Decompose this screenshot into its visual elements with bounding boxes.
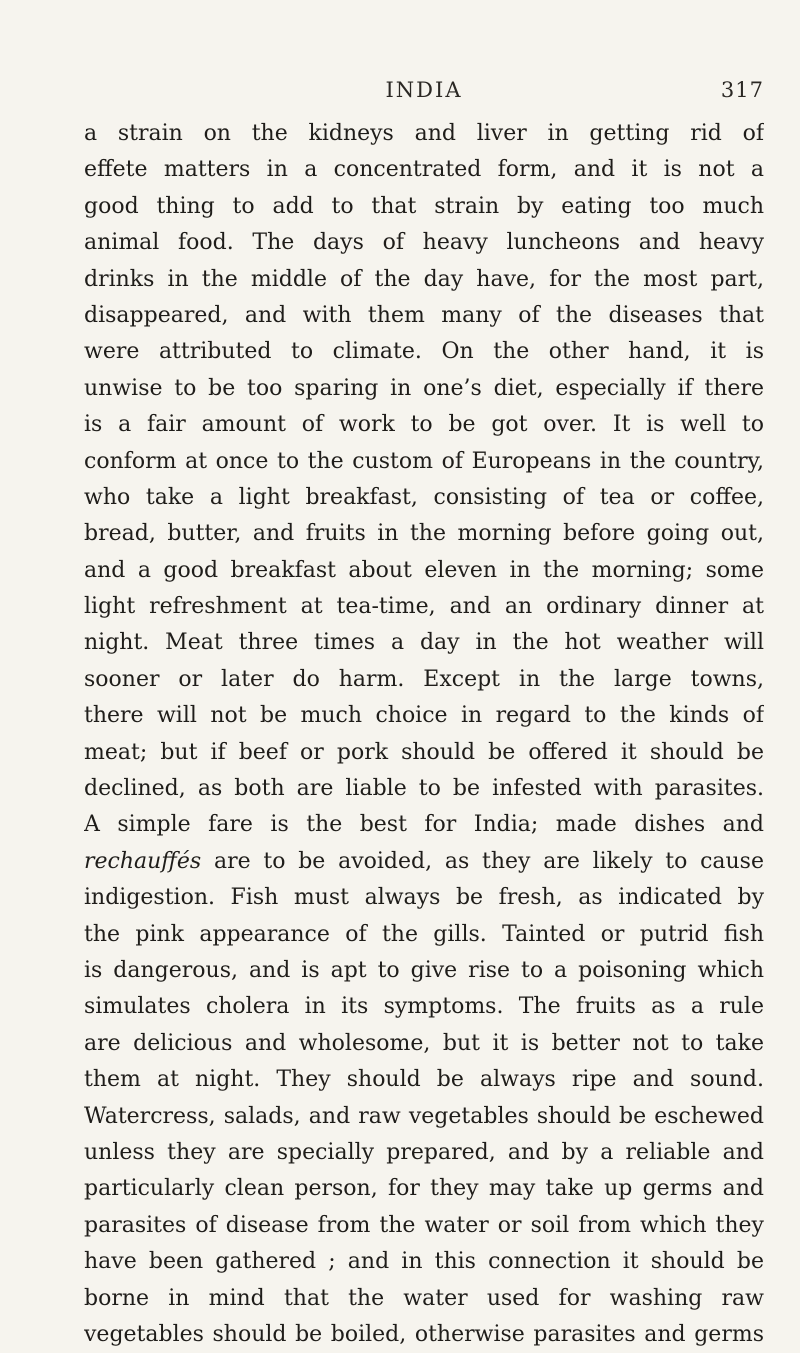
text-line: them at night. They should be always ripe and sound. — [84, 1067, 764, 1093]
text-line: particularly clean person, for they may take up germs and — [84, 1176, 764, 1202]
body-text — [84, 116, 764, 1353]
text-line: unwise to be too sparing in one’s diet, especially if there — [84, 375, 764, 401]
text-line-with-italic — [84, 844, 764, 880]
text-line: is dangerous, and is apt to give rise to a poisoning which — [84, 957, 764, 983]
text-line: a strain on the kidneys and liver in getting rid of — [84, 121, 764, 146]
text-line: is a fair amount of work to be got over. It is well to — [84, 412, 764, 438]
text-line: bread, butter, and fruits in the morning before going out, — [84, 521, 764, 547]
text-line: and a good breakfast about eleven in the morning; some — [84, 557, 764, 583]
text-line: are delicious and wholesome, but it is better not to take — [84, 1030, 764, 1056]
text-line: meat; but if beef or pork should be offered it should be — [84, 739, 764, 765]
text-line: parasites of disease from the water or soil from which they — [84, 1212, 764, 1238]
text-line: borne in mind that the water used for washing raw — [84, 1285, 764, 1311]
text-line: declined, as both are liable to be infested with parasites. — [84, 776, 764, 802]
text-line: indigestion. Fish must always be fresh, as indicated by — [84, 885, 764, 911]
text-line: good thing to add to that strain by eating too much — [84, 193, 764, 219]
text-line: night. Meat three times a day in the hot weather will — [84, 630, 764, 656]
text-line: there will not be much choice in regard to the kinds of — [84, 703, 764, 729]
line-remainder: are to be avoided, as they are likely to cause — [213, 848, 764, 874]
text-line: disappeared, and with them many of the diseases that — [84, 302, 764, 328]
text-line: were attributed to climate. On the other hand, it is — [84, 339, 764, 365]
text-line: animal food. The days of heavy luncheons and heavy — [84, 230, 764, 256]
italic-term: rechauffés — [84, 848, 202, 874]
text-line: simulates cholera in its symptoms. The fruits as a rule — [84, 994, 764, 1020]
text-line: A simple fare is the best for India; made dishes and — [84, 812, 764, 838]
text-line: conform at once to the custom of Europeans in the country, — [84, 448, 764, 474]
text-line: unless they are specially prepared, and by a reliable and — [84, 1139, 764, 1165]
text-line: light refreshment at tea-time, and an ordinary dinner at — [84, 594, 764, 620]
text-line: the pink appearance of the gills. Tainted or putrid fish — [84, 921, 764, 947]
text-line: drinks in the middle of the day have, for the most part, — [84, 266, 764, 292]
text-line: Watercress, salads, and raw vegetables should be eschewed — [84, 1103, 764, 1129]
text-line: effete matters in a concentrated form, and it is not a — [84, 157, 764, 183]
page-number: 317 — [720, 78, 764, 102]
running-head — [84, 78, 764, 118]
text-line: vegetables should be boiled, otherwise parasites and germs — [84, 1321, 764, 1347]
text-line: who take a light breakfast, consisting of tea or coffee, — [84, 484, 764, 510]
text-line: sooner or later do harm. Except in the large towns, — [84, 666, 764, 692]
running-title: INDIA — [385, 78, 463, 102]
text-line: have been gathered ; and in this connection it should be — [84, 1249, 764, 1275]
